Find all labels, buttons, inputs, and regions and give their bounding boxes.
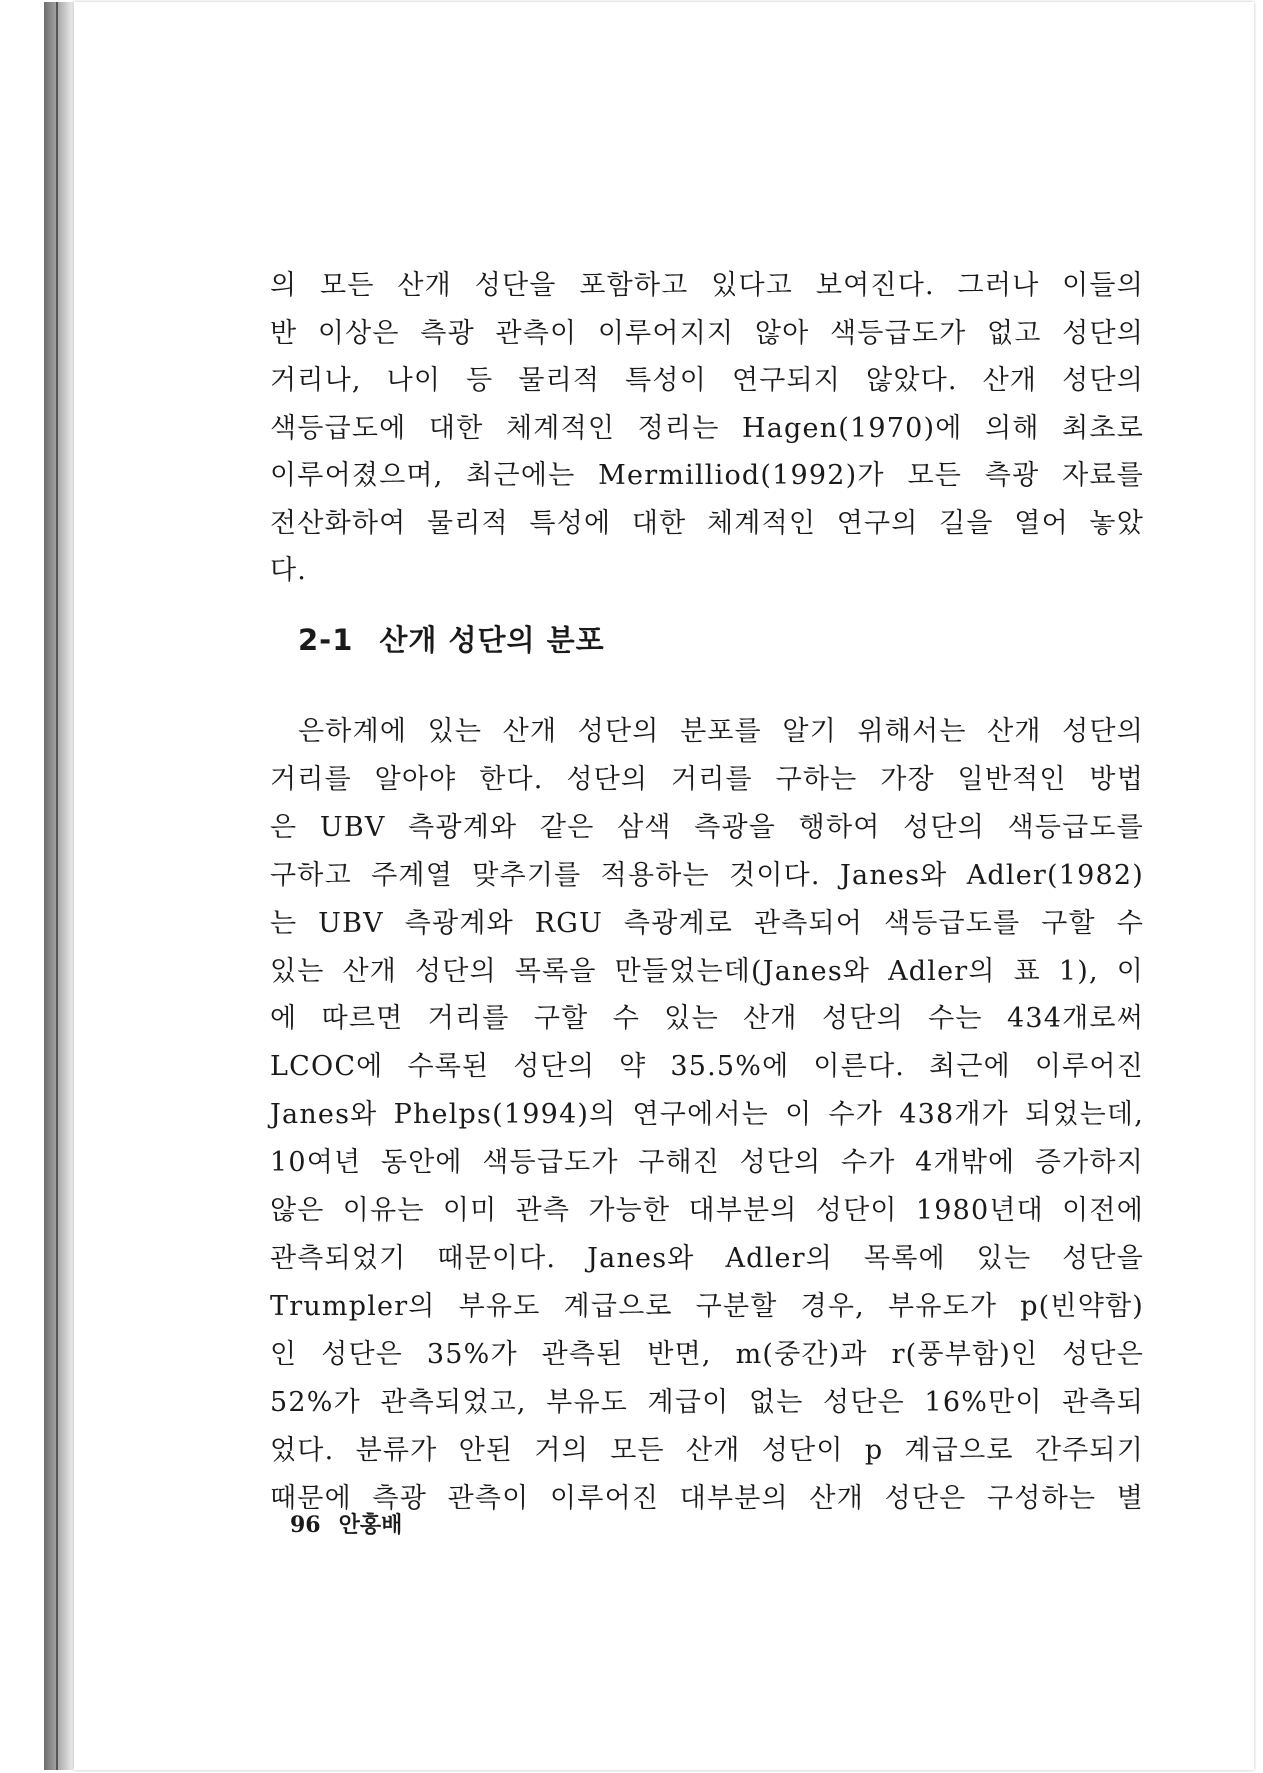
text-line: 52%가 관측되었고, 부유도 계급이 없는 성단은 16%만이 관측되: [270, 1386, 1144, 1418]
text-line: Janes와 Phelps(1994)의 연구에서는 이 수가 438개가 되었는데,: [270, 1099, 1144, 1131]
body-text-block-1: [270, 262, 1144, 595]
text-line: 구하고 주계열 맞추기를 적용하는 것이다. Janes와 Adler(1982): [270, 859, 1144, 891]
text-line: 않은 이유는 이미 관측 가능한 대부분의 성단이 1980년대 이전에: [270, 1195, 1144, 1227]
text-line: 전산화하여 물리적 특성에 대한 체계적인 연구의 길을 열어 놓았: [270, 507, 1144, 539]
text-line: 의 모든 산개 성단을 포함하고 있다고 보여진다. 그러나 이들의: [270, 270, 1144, 301]
page-footer: [290, 1508, 402, 1539]
text-line: 이루어졌으며, 최근에는 Mermilliod(1992)가 모든 측광 자료를: [270, 460, 1144, 491]
page-number: 96: [290, 1512, 321, 1538]
text-line: 다.: [270, 555, 308, 586]
text-line: 는 UBV 측광계와 RGU 측광계로 관측되어 색등급도를 구할 수: [270, 907, 1144, 939]
text-line: 때문에 측광 관측이 이루어진 대부분의 산개 성단은 구성하는 별: [270, 1482, 1144, 1514]
text-line: 거리를 알아야 한다. 성단의 거리를 구하는 가장 일반적인 방법: [270, 763, 1144, 795]
text-line: 반 이상은 측광 관측이 이루어지지 않아 색등급도가 없고 성단의: [270, 317, 1144, 349]
book-page-edge: [44, 2, 74, 1770]
text-line: 관측되었기 때문이다. Janes와 Adler의 목록에 있는 성단을: [270, 1242, 1144, 1274]
text-line: 인 성단은 35%가 관측된 반면, m(중간)과 r(풍부함)인 성단은: [270, 1338, 1144, 1370]
section-number: 2-1: [298, 623, 354, 657]
author-name: 안홍배: [338, 1512, 403, 1538]
section-heading: [298, 618, 605, 659]
text-line: 있는 산개 성단의 목록을 만들었는데(Janes와 Adler의 표 1), 이: [270, 955, 1144, 987]
section-title: 산개 성단의 분포: [379, 623, 605, 657]
paragraph-intro: [270, 262, 1144, 595]
text-line: 었다. 분류가 안된 거의 모든 산개 성단이 p 계급으로 간주되기: [270, 1434, 1144, 1466]
text-line: 색등급도에 대한 체계적인 정리는 Hagen(1970)에 의해 최초로: [270, 412, 1144, 444]
paragraph-distribution: [270, 708, 1144, 1522]
text-line: 에 따르면 거리를 구할 수 있는 산개 성단의 수는 434개로써: [270, 1003, 1144, 1035]
text-line: 은하계에 있는 산개 성단의 분포를 알기 위해서는 산개 성단의: [298, 716, 1144, 747]
text-line: 10여년 동안에 색등급도가 구해진 성단의 수가 4개밖에 증가하지: [270, 1147, 1144, 1179]
text-line: Trumpler의 부유도 계급으로 구분할 경우, 부유도가 p(빈약함): [270, 1290, 1144, 1322]
book-spine-line: [56, 2, 58, 1770]
text-line: LCOC에 수록된 성단의 약 35.5%에 이른다. 최근에 이루어진: [270, 1051, 1144, 1083]
text-line: 은 UBV 측광계와 같은 삼색 측광을 행하여 성단의 색등급도를: [270, 811, 1144, 843]
text-line: 거리나, 나이 등 물리적 특성이 연구되지 않았다. 산개 성단의: [270, 365, 1144, 396]
